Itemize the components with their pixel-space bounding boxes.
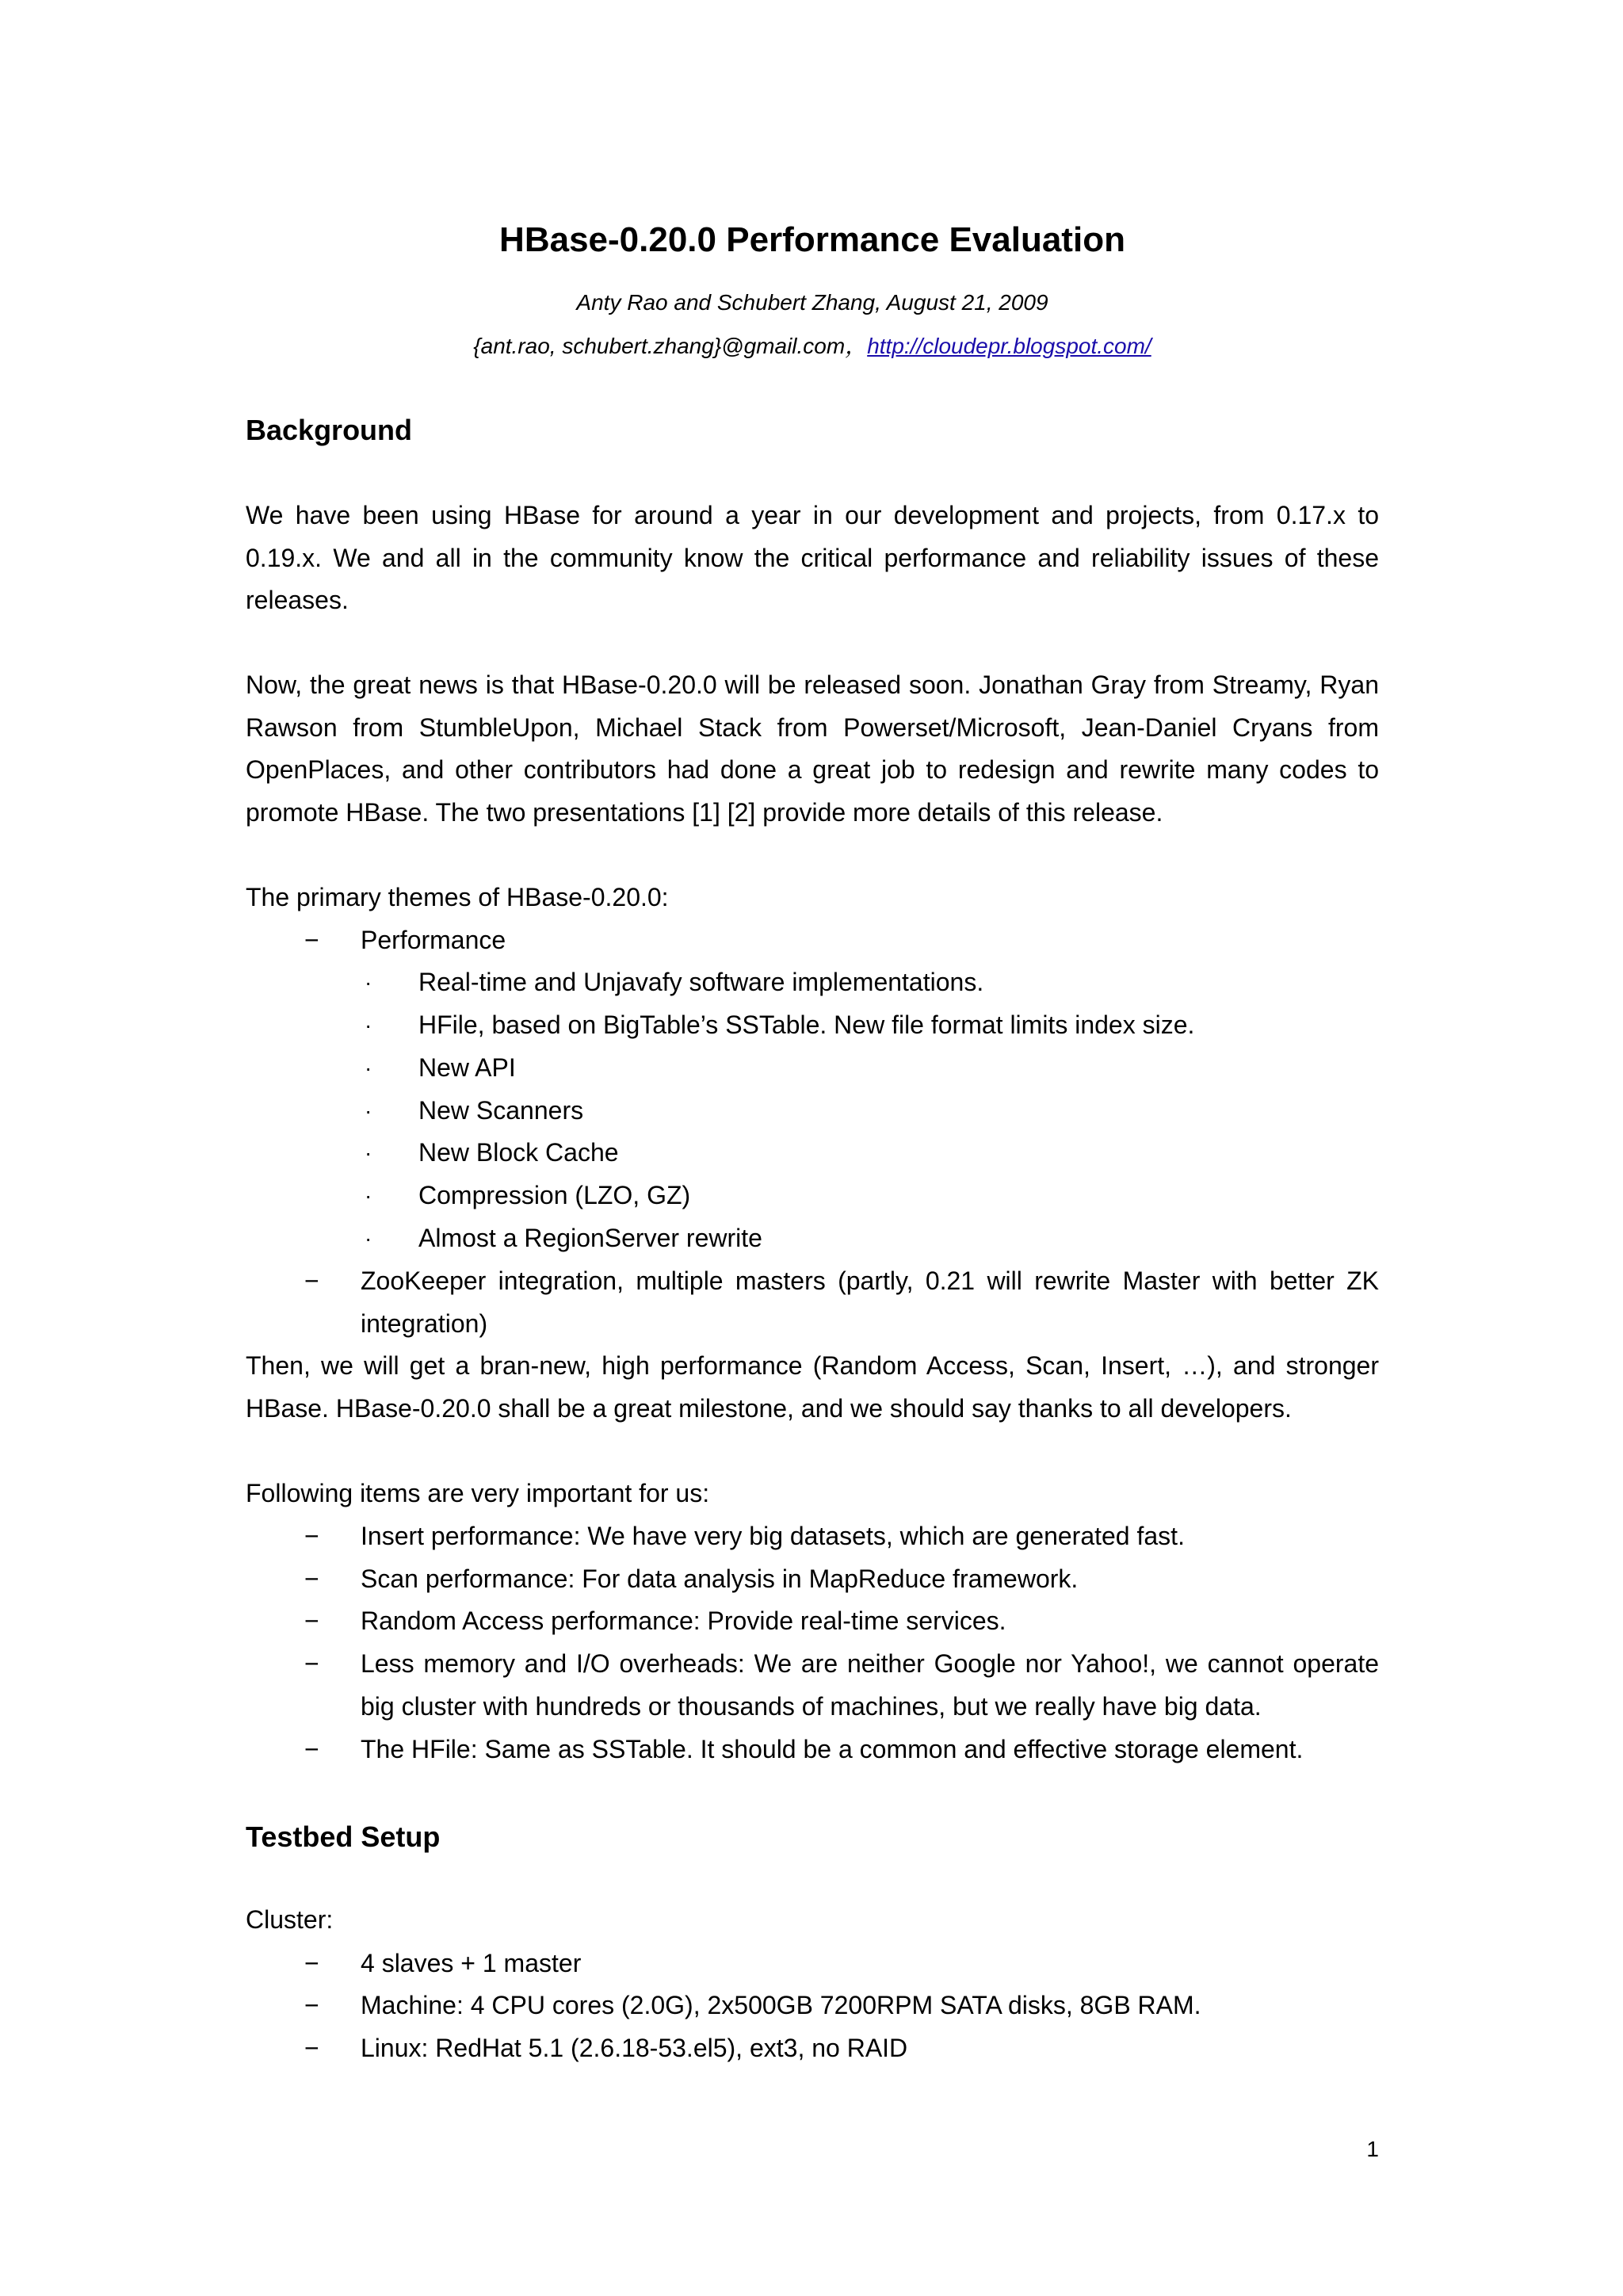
section-heading-testbed: Testbed Setup [246,1820,441,1853]
important-item: Insert performance: We have very big datasets, which are generated fast. [361,1522,1185,1550]
themes-intro: The primary themes of HBase-0.20.0: [246,883,669,911]
theme-subitem: HFile, based on BigTable’s SSTable. New file format limits index size. [418,1010,1195,1039]
dot-bullet: · [365,1056,372,1080]
important-item: Random Access performance: Provide real-time services. [361,1606,1006,1635]
dash-bullet: − [304,1606,319,1635]
dot-bullet: · [365,1226,372,1251]
dot-bullet: · [365,1140,372,1165]
dot-bullet: · [365,1183,372,1208]
cluster-item: Linux: RedHat 5.1 (2.6.18-53.el5), ext3, no RAID [361,2034,908,2062]
background-paragraph-3: Then, we will get a bran-new, high performance (Random Access, Scan, Insert, …), and stronger HBase. HBase-0.20.0 shall be a great milestone, and we should say thanks to all developers. [246,1351,1379,1423]
author-emails: {ant.rao, schubert.zhang}@gmail.com， [473,334,868,358]
dash-bullet: − [304,1949,319,1977]
dash-bullet: − [304,1735,319,1763]
dash-bullet: − [304,926,319,954]
important-item: Scan performance: For data analysis in MapReduce framework. [361,1564,1079,1593]
dash-bullet: − [304,1522,319,1550]
dash-bullet: − [304,1991,319,2019]
document-title: HBase-0.20.0 Performance Evaluation [499,220,1125,259]
background-paragraph-1: We have been using HBase for around a year in our development and projects, from 0.17.x to 0.19.x. We and all in the community know the critical performance and reliability issues of these releases. [246,501,1379,615]
dot-bullet: · [365,1098,372,1123]
dash-bullet: − [304,1564,319,1593]
cluster-item: 4 slaves + 1 master [361,1949,582,1977]
important-item: Less memory and I/O overheads: We are neither Google nor Yahoo!, we cannot operate big cluster with hundreds or thousands of machines, but we really have big data. [361,1649,1379,1721]
document-page [246,0,1379,2296]
background-paragraph-2: Now, the great news is that HBase-0.20.0 will be released soon. Jonathan Gray from Streamy, Ryan Rawson from StumbleUpon, Michael Stack from Powerset/Microsoft, Jean-Daniel Cryans from OpenPlaces, and other contributors had done a great job to redesign and rewrite many codes to promote HBase. The two presentations [1] [2] provide more details of this release. [246,670,1379,827]
contact-line [246,327,1379,366]
cluster-label: Cluster: [246,1905,334,1934]
theme-subitem: Real-time and Unjavafy software implementations. [418,968,984,996]
theme-item: Performance [361,926,506,954]
page-number: 1 [1366,2137,1379,2161]
cluster-item: Machine: 4 CPU cores (2.0G), 2x500GB 7200RPM SATA disks, 8GB RAM. [361,1991,1201,2019]
theme-subitem: New API [418,1053,516,1082]
author-line: Anty Rao and Schubert Zhang, August 21, 2009 [576,290,1048,315]
dot-bullet: · [365,970,372,995]
dash-bullet: − [304,1649,319,1678]
important-intro: Following items are very important for us: [246,1479,710,1507]
dash-bullet: − [304,1266,319,1295]
important-item: The HFile: Same as SSTable. It should be a common and effective storage element. [361,1735,1304,1763]
section-heading-background: Background [246,414,413,446]
theme-subitem: Almost a RegionServer rewrite [418,1224,762,1252]
theme-subitem: New Block Cache [418,1138,619,1167]
blog-link[interactable]: http://cloudepr.blogspot.com/ [867,334,1151,358]
theme-subitem: Compression (LZO, GZ) [418,1181,691,1209]
dot-bullet: · [365,1013,372,1037]
theme-subitem: New Scanners [418,1096,584,1125]
theme-item: ZooKeeper integration, multiple masters (partly, 0.21 will rewrite Master with better ZK integration) [361,1266,1379,1338]
dash-bullet: − [304,2034,319,2062]
